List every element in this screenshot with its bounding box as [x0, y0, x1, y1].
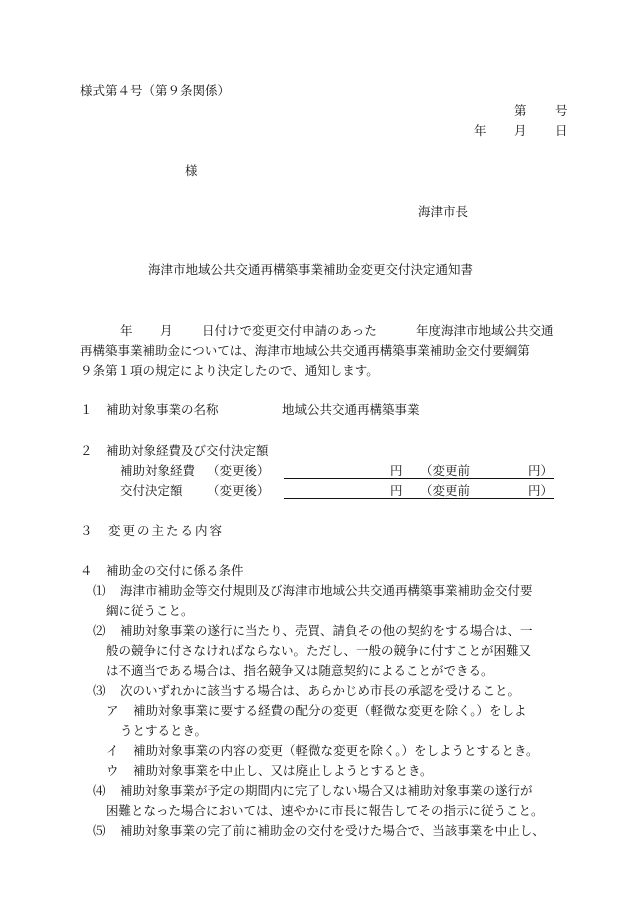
section-1-value: 地域公共交通再構築事業	[282, 402, 420, 417]
grant-row-label: 交付決定額	[120, 483, 183, 498]
cost-row-label: 補助対象経費	[120, 463, 196, 478]
document-title: 海津市地域公共交通再構築事業補助金変更交付決定通知書	[148, 262, 474, 277]
condition-1-line-2: 綱に従うこと。	[106, 603, 194, 618]
section-3-label: 変更の主たる内容	[108, 523, 225, 538]
section-4-number: ４	[80, 563, 93, 578]
condition-3a-line-2: うとするとき。	[120, 723, 208, 738]
grant-row-after-label: （変更後）	[207, 483, 270, 498]
cost-row-yen-close: 円）	[528, 463, 554, 478]
addressee-suffix: 様	[185, 163, 198, 178]
section-4-label: 補助金の交付に係る条件	[106, 563, 244, 578]
condition-3i-line-1: 補助対象事業の内容の変更（軽微な変更を除く。）をしようとするとき。	[133, 743, 539, 758]
condition-3a-number: ア	[106, 703, 119, 718]
condition-2-line-1: 補助対象事業の遂行に当たり、売買、請負その他の契約をする場合は、一	[120, 623, 533, 638]
cost-row-underline	[284, 478, 554, 479]
condition-3u-number: ウ	[106, 763, 119, 778]
condition-3u-line-1: 補助対象事業を中止し、又は廃止しようとするとき。	[133, 763, 433, 778]
cost-row-yen: 円	[390, 463, 403, 478]
intro-year: 年	[120, 323, 133, 338]
condition-3-line-1: 次のいずれかに該当する場合は、あらかじめ市長の承認を受けること。	[120, 683, 521, 698]
section-1-number: １	[80, 402, 93, 417]
section-3-number: ３	[80, 523, 93, 538]
form-number: 様式第４号（第９条関係）	[80, 83, 231, 98]
date-year: 年	[474, 123, 487, 138]
condition-3-number: ⑶	[93, 683, 106, 698]
intro-line-2: 再構築事業補助金については、海津市地域公共交通再構築事業補助金交付要綱第	[80, 343, 530, 358]
cost-row-after-label: （変更後）	[207, 463, 270, 478]
doc-number-prefix: 第	[514, 103, 527, 118]
grant-row-underline	[284, 498, 554, 499]
section-2-label: 補助対象経費及び交付決定額	[106, 443, 269, 458]
date-month: 月	[514, 123, 527, 138]
condition-4-line-2: 困難となった場合においては、速やかに市長に報告してその指示に従うこと。	[106, 803, 544, 818]
condition-5-number: ⑸	[93, 823, 106, 838]
condition-2-line-2: 般の競争に付さなければならない。ただし、一般の競争に付すことが困難又	[106, 643, 532, 658]
issuer: 海津市長	[418, 204, 469, 219]
intro-tail: 年度海津市地域公共交通	[416, 323, 554, 338]
condition-3a-line-1: 補助対象事業に要する経費の配分の変更（軽微な変更を除く。）をしよ	[133, 703, 527, 718]
section-1-label: 補助対象事業の名称	[106, 402, 219, 417]
condition-2-line-3: は不適当である場合は、指名競争又は随意契約によることができる。	[106, 663, 494, 678]
condition-5-line-1: 補助対象事業の完了前に補助金の交付を受けた場合で、当該事業を中止し、	[120, 823, 545, 838]
condition-4-number: ⑷	[93, 783, 106, 798]
condition-2-number: ⑵	[93, 623, 106, 638]
grant-row-yen: 円	[390, 483, 403, 498]
intro-line-3: ９条第１項の規定により決定したので、通知します。	[80, 363, 379, 378]
condition-3i-number: イ	[106, 743, 119, 758]
cost-row-before-label: （変更前	[420, 463, 471, 478]
intro-month: 月	[160, 323, 173, 338]
condition-1-line-1: 海津市補助金等交付規則及び海津市地域公共交通再構築事業補助金交付要	[120, 583, 533, 598]
doc-number-suffix: 号	[555, 103, 568, 118]
condition-4-line-1: 補助対象事業が予定の期間内に完了しない場合又は補助対象事業の遂行が	[120, 783, 533, 798]
date-day: 日	[555, 123, 568, 138]
grant-row-yen-close: 円）	[528, 483, 554, 498]
section-2-number: ２	[80, 443, 93, 458]
grant-row-before-label: （変更前	[420, 483, 471, 498]
condition-1-number: ⑴	[93, 583, 106, 598]
intro-mid: 日付けで変更交付申請のあった	[202, 323, 377, 338]
